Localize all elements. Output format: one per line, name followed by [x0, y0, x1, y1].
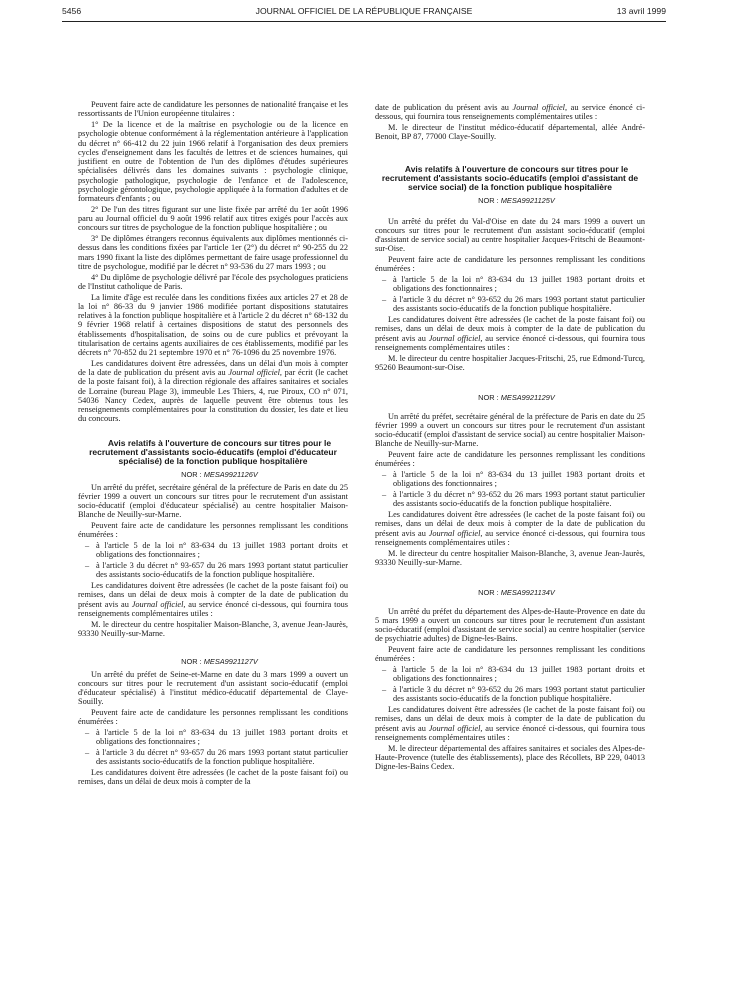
journal-title: JOURNAL OFFICIEL DE LA RÉPUBLIQUE FRANÇAISE: [255, 6, 473, 16]
text-run: Journal officiel: [428, 333, 481, 343]
nor-reference: [375, 393, 645, 402]
nor-code: MESA9921126V: [203, 469, 258, 479]
section-heading: Avis relatifs à l'ouverture de concours sur titres pour le recrutement d'assistants socio-éducatifs (emploi d'assistant de service social) de la fonction publique hospitalière: [381, 164, 639, 193]
nor-code: MESA9921127V: [203, 656, 258, 666]
list-item: – à l'article 5 de la loi n° 83-634 du 13 juillet 1983 portant droits et obligations des fonctionnaires ;: [382, 665, 645, 684]
paragraph: Les candidatures doivent être adressées (le cachet de la poste faisant foi) ou remises, dans un délai de deux mois à compter de la: [78, 768, 348, 787]
nor-label: NOR :: [478, 195, 501, 205]
text-run: Les candidatures doivent être adressées (le cachet de la poste faisant foi) ou remises, dans un délai de deux mois à compter de la date de publication du présent avis au: [375, 705, 645, 733]
nor-label: NOR :: [181, 656, 204, 666]
text-run: Journal officiel: [512, 103, 565, 112]
text-run: Journal officiel: [428, 723, 481, 733]
paragraph: M. le directeur du centre hospitalier Maison-Blanche, 3, avenue Jean-Jaurès, 93330 Neuilly-sur-Marne.: [78, 619, 348, 638]
nor-code: MESA9921134V: [500, 587, 555, 597]
paragraph: Un arrêté du préfet du Val-d'Oise en date du 24 mars 1999 a ouvert un concours sur titres pour le recrutement d'un assistant socio-éducatif (emploi d'assistant de service social) au centre hospitalier Jacques-Fritschi de Beaumont-sur-Oise.: [375, 216, 645, 254]
text-run: Les candidatures doivent être adressées (le cachet de la poste faisant foi) ou remises, dans un délai de deux mois à compter de la date de publication du présent avis au: [78, 581, 348, 609]
text-run: Journal officiel: [131, 599, 184, 609]
issue-date: 13 avril 1999: [616, 6, 666, 16]
paragraph: Peuvent faire acte de candidature les personnes remplissant les conditions énumérées :: [78, 521, 348, 540]
page-number: 5456: [62, 6, 82, 16]
paragraph: [375, 315, 645, 352]
section-heading: Avis relatifs à l'ouverture de concours sur titres pour le recrutement d'assistants socio-éducatifs (emploi d'éducateur spécialisé) de la fonction publique hospitalière: [89, 438, 337, 467]
paragraph: 1° De la licence et de la maîtrise en psychologie ou de la licence en psychologie obtenue conformément à la réglementation antérieure à l'application du décret n° 66-412 du 22 juin 1966 relatif à l'organisation des deux premiers cycles d'enseignement dans les facultés de lettres et de sciences humaines, qui justifient en outre de l'obtention de l'un des diplômes d'études supérieures spécialisées délivrés dans les domaines suivants : psychologie clinique, psychologie pathologique, psychologie de l'enfance et de l'adolescence, psychologie gérontologique, psychologie appliquée à la formation d'adultes et de formateurs d'enfants ; ou: [78, 120, 348, 203]
text-run: , par écrit (le cachet de la poste faisant foi), à la direction régionale des affaires sanitaires et sociales de Lorraine (bureau Plage 3), immeuble Les Thiers, 4, rue Piroux, CO n° 071, 54036 Nancy Cedex, auprès de laquelle peuvent être obtenus tous les renseignements complémentaires pour la constitution du dossier, les date et lieu du concours.: [78, 368, 348, 424]
paragraph: M. le directeur de l'institut médico-éducatif départemental, allée André-Benoit, BP 87, 77000 Claye-Souilly.: [375, 123, 645, 142]
list-item: – à l'article 5 de la loi n° 83-634 du 13 juillet 1983 portant droits et obligations des fonctionnaires ;: [382, 275, 645, 294]
text-run: Journal officiel: [428, 528, 481, 538]
paragraph: Peuvent faire acte de candidature les personnes remplissant les conditions énumérées :: [375, 255, 645, 274]
list-item: – à l'article 3 du décret n° 93-652 du 26 mars 1993 portant statut particulier des assistants socio-éducatifs de la fonction publique hospitalière.: [382, 685, 645, 704]
list-item: – à l'article 5 de la loi n° 83-634 du 13 juillet 1983 portant droits et obligations des fonctionnaires ;: [382, 470, 645, 489]
paragraph: [375, 510, 645, 547]
text-run: , au service énoncé ci-dessous, qui fournira tous renseignements complémentaires utiles :: [375, 723, 645, 742]
paragraph: Peuvent faire acte de candidature les personnes de nationalité française et les ressortissants de l'Union européenne titulaires :: [78, 100, 348, 119]
text-run: date de publication du présent avis au: [375, 103, 513, 112]
nor-reference: [375, 196, 645, 205]
nor-reference: [78, 470, 348, 479]
text-run: à l'article 3 du décret n° 93-657 du 26 mars 1993 portant statut particulier des assistants socio-éducatifs de la fonction publique hospitalière.: [96, 748, 348, 767]
paragraph: Peuvent faire acte de candidature les personnes remplissant les conditions énumérées :: [78, 708, 348, 727]
paragraph: M. le directeur du centre hospitalier Maison-Blanche, 3, avenue Jean-Jaurès, 93330 Neuilly-sur-Marne.: [375, 548, 645, 567]
text-run: , au service énoncé ci-dessous, qui fournira tous renseignements complémentaires utiles :: [375, 103, 645, 122]
paragraph: Un arrêté du préfet de Seine-et-Marne en date du 3 mars 1999 a ouvert un concours sur titres pour le recrutement d'un assistant socio-éducatif (emploi d'éducateur spécialisé) à l'institut médico-éducatif départemental de Claye-Souilly.: [78, 669, 348, 707]
text-run: à l'article 5 de la loi n° 83-634 du 13 juillet 1983 portant droits et obligations des fonctionnaires ;: [393, 470, 645, 489]
paragraph: M. le directeur du centre hospitalier Jacques-Fritschi, 25, rue Edmond-Turcq, 95260 Beaumont-sur-Oise.: [375, 353, 645, 372]
nor-label: NOR :: [478, 587, 501, 597]
list-item: – à l'article 5 de la loi n° 83-634 du 13 juillet 1983 portant droits et obligations des fonctionnaires ;: [85, 728, 348, 747]
text-run: Les candidatures doivent être adressées (le cachet de la poste faisant foi) ou remises, dans un délai de deux mois à compter de la date de publication du présent avis au: [375, 315, 645, 343]
list-item: – à l'article 3 du décret n° 93-657 du 26 mars 1993 portant statut particulier des assistants socio-éducatifs de la fonction publique hospitalière.: [85, 561, 348, 580]
text-run: Les candidatures doivent être adressées (le cachet de la poste faisant foi) ou remises, dans un délai de deux mois à compter de la date de publication du présent avis au: [375, 510, 645, 538]
paragraph: La limite d'âge est reculée dans les conditions fixées aux articles 27 et 28 de la loi n° 86-33 du 9 janvier 1986 modifiée portant dispositions statutaires relatives à la fonction publique hospitalière et à l'article 2 du décret n° 68-132 du 9 février 1968 relatif à certaines dispositions de statut des personnels des établissements d'hospitalisation, de soins ou de cure publics et prévoyant la titularisation de certains agents auxiliaires de ces établissements, modifié par les décrets n° 70-852 du 21 septembre 1970 et n° 76-1096 du 25 novembre 1976.: [78, 292, 348, 357]
text-run: à l'article 5 de la loi n° 83-634 du 13 juillet 1983 portant droits et obligations des fonctionnaires ;: [393, 275, 645, 294]
nor-label: NOR :: [181, 469, 204, 479]
paragraph: Un arrêté du préfet, secrétaire général de la préfecture de Paris en date du 25 février 1999 a ouvert un concours sur titres pour le recrutement d'un assistant socio-éducatif (emploi d'assistant de service social) au centre hospitalier Maison-Blanche de Neuilly-sur-Marne.: [375, 411, 645, 449]
paragraph: [78, 359, 348, 424]
paragraph: [78, 581, 348, 618]
text-run: à l'article 3 du décret n° 93-652 du 26 mars 1993 portant statut particulier des assistants socio-éducatifs de la fonction publique hospitalière.: [393, 685, 645, 704]
page-header: [62, 6, 666, 20]
right-column: [375, 103, 645, 773]
list-item: – à l'article 3 du décret n° 93-657 du 26 mars 1993 portant statut particulier des assistants socio-éducatifs de la fonction publique hospitalière.: [85, 748, 348, 767]
list-item: – à l'article 3 du décret n° 93-652 du 26 mars 1993 portant statut particulier des assistants socio-éducatifs de la fonction publique hospitalière.: [382, 295, 645, 314]
text-run: , au service énoncé ci-dessous, qui fournira tous renseignements complémentaires utiles :: [375, 528, 645, 547]
paragraph: 4° Du diplôme de psychologie délivré par l'école des psychologues praticiens de l'Institut catholique de Paris.: [78, 272, 348, 291]
paragraph: 2° De l'un des titres figurant sur une liste fixée par arrêté du 1er août 1996 paru au Journal officiel du 9 août 1996 relatif aux titres exigés pour l'accès aux concours sur titres de psychologue de la fonction publique hospitalière ; ou: [78, 204, 348, 233]
text-run: à l'article 3 du décret n° 93-657 du 26 mars 1993 portant statut particulier des assistants socio-éducatifs de la fonction publique hospitalière.: [96, 561, 348, 580]
paragraph: Un arrêté du préfet, secrétaire général de la préfecture de Paris en date du 25 février 1999 a ouvert un concours sur titres pour le recrutement d'un assistant socio-éducatif (emploi d'éducateur spécialisé) au centre hospitalier Maison-Blanche de Neuilly-sur-Marne.: [78, 482, 348, 520]
header-rule: [62, 21, 666, 22]
text-run: , au service énoncé ci-dessous, qui fournira tous renseignements complémentaires utiles :: [78, 599, 348, 618]
paragraph: [375, 103, 645, 122]
paragraph: Peuvent faire acte de candidature les personnes remplissant les conditions énumérées :: [375, 450, 645, 469]
nor-code: MESA9921129V: [500, 392, 555, 402]
paragraph: Un arrêté du préfet du département des Alpes-de-Haute-Provence en date du 5 mars 1999 a ouvert un concours sur titres pour le recrutement d'un assistant socio-éducatif (emploi d'assistant de service social) au centre hospitalier (service de psychiatrie adultes) de Digne-les-Bains.: [375, 606, 645, 644]
text-run: Les candidatures doivent être adressées, dans un délai d'un mois à compter de la date de publication du présent avis au: [78, 358, 348, 377]
text-run: à l'article 3 du décret n° 93-652 du 26 mars 1993 portant statut particulier des assistants socio-éducatifs de la fonction publique hospitalière.: [393, 295, 645, 314]
text-run: , au service énoncé ci-dessous, qui fournira tous renseignements complémentaires utiles :: [375, 333, 645, 352]
paragraph: Peuvent faire acte de candidature les personnes remplissant les conditions énumérées :: [375, 645, 645, 664]
nor-reference: [78, 657, 348, 666]
paragraph: 3° De diplômes étrangers reconnus équivalents aux diplômes mentionnés ci-dessus dans les conditions fixées par l'article 1er (2°) du décret n° 90-255 du 22 mars 1990 fixant la liste des diplômes permettant de faire usage professionnel du titre de psychologue, modifié par le décret n° 93-536 du 27 mars 1993 ; ou: [78, 234, 348, 271]
text-run: à l'article 5 de la loi n° 83-634 du 13 juillet 1983 portant droits et obligations des fonctionnaires ;: [96, 728, 348, 747]
nor-label: NOR :: [478, 392, 501, 402]
left-column: [78, 100, 348, 788]
list-item: – à l'article 3 du décret n° 93-652 du 26 mars 1993 portant statut particulier des assistants socio-éducatifs de la fonction publique hospitalière.: [382, 490, 645, 509]
text-run: à l'article 5 de la loi n° 83-634 du 13 juillet 1983 portant droits et obligations des fonctionnaires ;: [96, 541, 348, 560]
nor-reference: [375, 588, 645, 597]
list-item: – à l'article 5 de la loi n° 83-634 du 13 juillet 1983 portant droits et obligations des fonctionnaires ;: [85, 541, 348, 560]
text-run: à l'article 3 du décret n° 93-652 du 26 mars 1993 portant statut particulier des assistants socio-éducatifs de la fonction publique hospitalière.: [393, 490, 645, 509]
text-run: à l'article 5 de la loi n° 83-634 du 13 juillet 1983 portant droits et obligations des fonctionnaires ;: [393, 665, 645, 684]
nor-code: MESA9921125V: [500, 195, 555, 205]
paragraph: [375, 705, 645, 742]
paragraph: M. le directeur départemental des affaires sanitaires et sociales des Alpes-de-Haute-Provence (tutelle des établissements), place des Récollets, BP 229, 04013 Digne-les-Bains Cedex.: [375, 743, 645, 772]
text-run: Journal officiel: [228, 368, 280, 377]
